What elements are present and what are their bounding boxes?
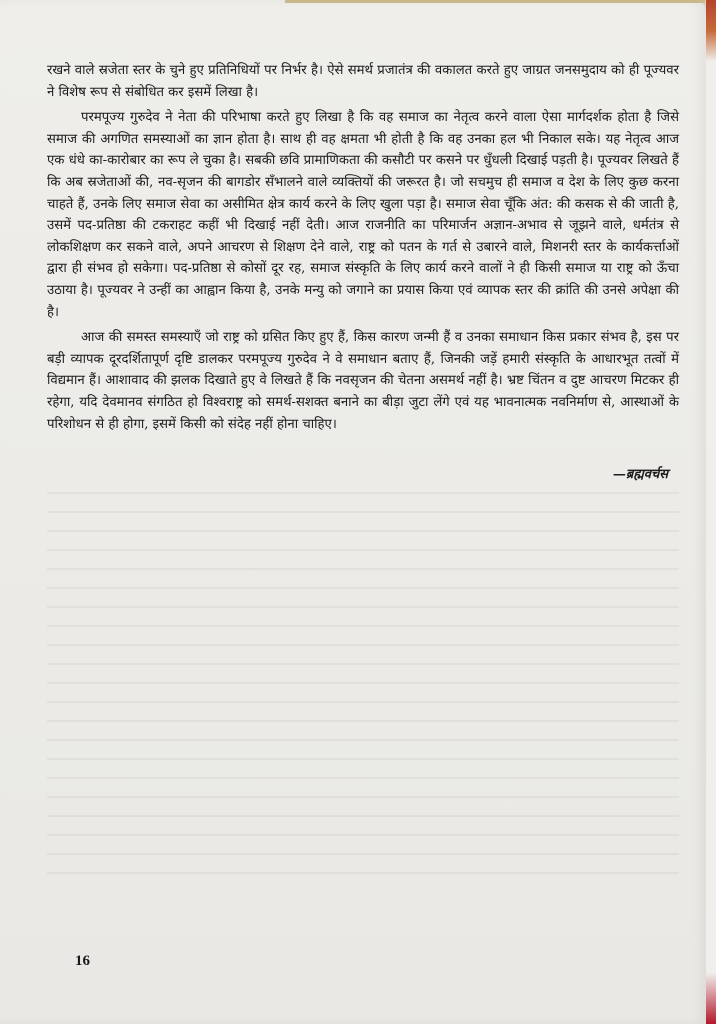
paragraph-2: परमपूज्य गुरुदेव ने नेता की परिभाषा करते हुए लिखा है कि वह समाज का नेतृत्व करने वाला ऐसा मार्गदर्शक होता है जिसे समाज की अगणित समस्याओं का ज्ञान होता है। साथ ही वह क्षमता भी होती है कि वह उनका हल भी निकाल सके। यह नेतृत्व आज एक धंधे का-कारोबार का रूप ले चुका है। सबकी छवि प्रामाणिकता की कसौटी पर कसने पर धुँधली दिखाई पड़ती है। पूज्यवर लिखते हैं कि अब स्रजेताओं की, नव-सृजन की बागडोर सँभालने वाले व्यक्तियों की जरूरत है। जो सचमुच ही समाज व देश के लिए कुछ करना चाहते हैं, उनके लिए समाज सेवा का असीमित क्षेत्र कार्य करने के लिए खुला पड़ा है। समाज सेवा चूँकि अंत: की कसक से की जाती है, उसमें पद-प्रतिष्ठा की टकराहट कहीं भी दिखाई नहीं देती। आज राजनीति का परिमार्जन अज्ञान-अभाव से जूझने वाले, धर्मतंत्र से लोकशिक्षण कर सकने वाले, अपने आचरण से शिक्षण देने वाले, राष्ट्र को पतन के गर्त से उबारने वाले, मिशनरी स्तर के कार्यकर्त्ताओं द्वारा ही संभव हो सकेगा। पद-प्रतिष्ठा से कोसों दूर रह, समाज संस्कृति के लिए कार्य करने वालों ने ही किसी समाज या राष्ट्र को ऊँचा उठाया है। पूज्यवर ने उन्हीं का आह्वान किया है, उनके मन्यु को जगाने का प्रयास किया एवं व्यापक स्तर की क्रांति की उनसे अपेक्षा की है। [47, 110, 679, 320]
paragraph-3: आज की समस्त समस्याएँ जो राष्ट्र को ग्रसित किए हुए हैं, किस कारण जन्मी हैं व उनका समाधान किस प्रकार संभव है, इस पर बड़ी व्यापक दूरदर्शितापूर्ण दृष्टि डालकर परमपूज्य गुरुदेव ने वे समाधान बताए हैं, जिनकी जड़ें हमारी संस्कृति के आधारभूत तत्वों में विद्यमान हैं। आशावाद की झलक दिखाते हुए वे लिखते हैं कि नवसृजन की चेतना असमर्थ नहीं है। भ्रष्ट चिंतन व दुष्ट आचरण मिटकर ही रहेगा, यदि देवमानव संगठित हो विश्वराष्ट्र को समर्थ-सशक्त बनाने का बीड़ा जुटा लेंगे एवं यह भावनात्मक नवनिर्माण से, आस्थाओं के परिशोधन से ही होगा, इसमें किसी को संदेह नहीं होना चाहिए। [47, 330, 679, 432]
book-cover-edge [706, 0, 716, 1024]
page-number: 16 [75, 953, 90, 969]
paragraph-1: रखने वाले स्रजेता स्तर के चुने हुए प्रतिनिधियों पर निर्भर है। ऐसे समर्थ प्रजातंत्र की वकालत करते हुए जाग्रत जनसमुदाय को ही पूज्यवर ने विशेष रूप से संबोधित कर इसमें लिखा है। [47, 63, 679, 100]
author-signature: —ब्रह्मवर्चस [612, 467, 668, 482]
article-body [47, 60, 679, 435]
page-edge-strip [285, 0, 705, 3]
show-through-text [47, 480, 679, 880]
